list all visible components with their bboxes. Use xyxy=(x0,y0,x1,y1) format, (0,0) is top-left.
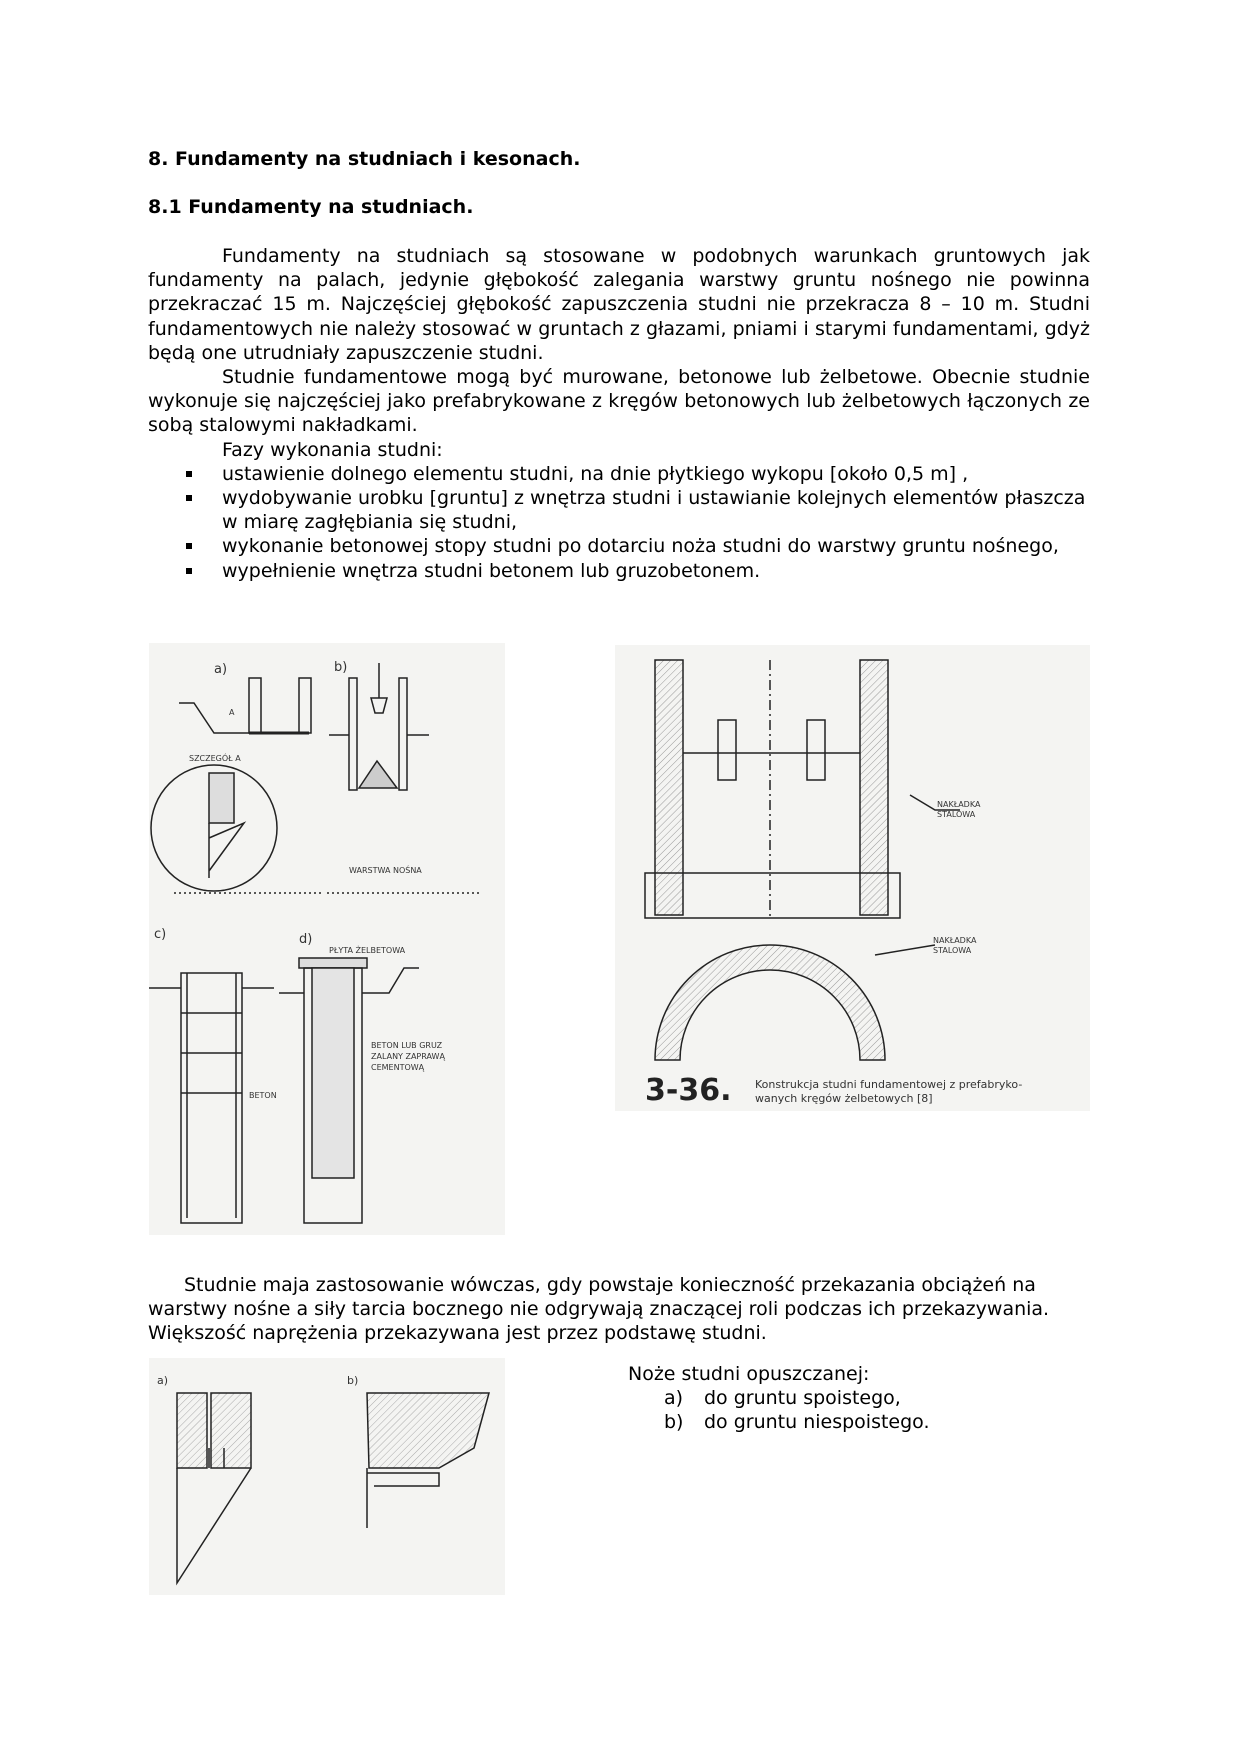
figure-prefab-well xyxy=(615,645,1090,1111)
list-item: wydobywanie urobku [gruntu] z wnętrza studni i ustawianie kolejnych elementów płaszcza w miarę zagłębiania się studni, xyxy=(148,486,1090,534)
label-fill-2: ZALANY ZAPRAWĄ xyxy=(371,1052,445,1061)
paragraph: Studnie maja zastosowanie wówczas, gdy powstaje konieczność przekazania obciążeń na warstwy nośne a siły tarcia bocznego nie odgrywają znaczącej roli podczas ich przekazywania. Większość naprężenia przekazywana jest przez podstawę studni. xyxy=(148,1274,1050,1345)
paragraph: Fazy wykonania studni: xyxy=(222,438,443,461)
list-item xyxy=(628,1410,1088,1434)
phases-list xyxy=(148,462,1090,583)
wall-left xyxy=(655,660,683,915)
item-text: do gruntu niespoistego. xyxy=(704,1411,930,1434)
section-heading: 8. Fundamenty na studniach i kesonach. xyxy=(148,148,581,170)
label-b: b) xyxy=(334,660,348,675)
stage-b-drawing xyxy=(329,663,429,790)
figure-well-stages xyxy=(149,643,505,1235)
list-item: wykonanie betonowej stopy studni po dotarciu noża studni do warstwy gruntu nośnego, xyxy=(148,534,1090,558)
label-bearing-layer: WARSTWA NOŚNA xyxy=(349,866,422,875)
wall-right xyxy=(860,660,888,915)
label-detail-a: SZCZEGÓŁ A xyxy=(189,754,241,763)
label-a: a) xyxy=(157,1374,169,1387)
steel-plate xyxy=(718,720,736,780)
paragraph: Studnie fundamentowe mogą być murowane, betonowe lub żelbetowe. Obecnie studnie wykonuje się najczęściej jako prefabrykowane z kręgów betonowych lub żelbetowych łączonych ze sobą stalowymi nakładkami. xyxy=(148,366,1090,437)
intro-text xyxy=(148,244,1090,583)
label-steel-plate-1: NAKŁADKA xyxy=(937,800,981,809)
label-fill-3: CEMENTOWĄ xyxy=(371,1063,425,1072)
label-steel-plate-2: NAKŁADKA xyxy=(933,936,977,945)
item-key: a) xyxy=(664,1387,684,1410)
label-detail-marker: A xyxy=(229,708,235,717)
stage-d-drawing xyxy=(279,958,419,1223)
label-c: c) xyxy=(154,927,167,942)
figure-caption-2: wanych kręgów żelbetowych [8] xyxy=(755,1092,933,1105)
label-concrete: BETON xyxy=(249,1091,277,1100)
knives-section xyxy=(628,1362,1088,1435)
label-rc-slab: PŁYTA ŻELBETOWA xyxy=(329,946,406,955)
subsection-heading: 8.1 Fundamenty na studniach. xyxy=(148,196,474,218)
label-a: a) xyxy=(214,662,228,677)
ring-plan xyxy=(655,945,885,1060)
knives-list xyxy=(628,1386,1088,1434)
label-steel-plate-2b: STALOWA xyxy=(933,946,972,955)
label-steel-plate-1b: STALOWA xyxy=(937,810,976,819)
knives-title: Noże studni opuszczanej: xyxy=(628,1363,870,1385)
figure-number: 3-36. xyxy=(645,1073,732,1108)
stage-a-drawing xyxy=(179,678,311,733)
list-item xyxy=(628,1386,1088,1410)
paragraph-after xyxy=(148,1273,1090,1346)
label-b: b) xyxy=(347,1374,359,1387)
item-text: do gruntu spoistego, xyxy=(704,1387,901,1410)
figure-cutting-edges xyxy=(149,1358,505,1595)
steel-plate xyxy=(807,720,825,780)
figure-caption-1: Konstrukcja studni fundamentowej z prefabryko- xyxy=(755,1078,1023,1091)
label-d: d) xyxy=(299,932,313,947)
label-fill-1: BETON LUB GRUZ xyxy=(371,1041,443,1050)
item-key: b) xyxy=(664,1411,684,1434)
list-item: wypełnienie wnętrza studni betonem lub gruzobetonem. xyxy=(148,559,1090,583)
paragraph: Fundamenty na studniach są stosowane w podobnych warunkach gruntowych jak fundamenty na palach, jedynie głębokość zalegania warstwy gruntu nośnego nie powinna przekraczać 15 m. Najczęściej głębokość zapuszczenia studni nie przekracza 8 – 10 m. Studni fundamentowych nie należy stosować w gruntach z głazami, pniami i starymi fundamentami, gdyż będą one utrudniały zapuszczenie studni. xyxy=(148,245,1090,364)
list-item: ustawienie dolnego elementu studni, na dnie płytkiego wykopu [około 0,5 m] , xyxy=(148,462,1090,486)
